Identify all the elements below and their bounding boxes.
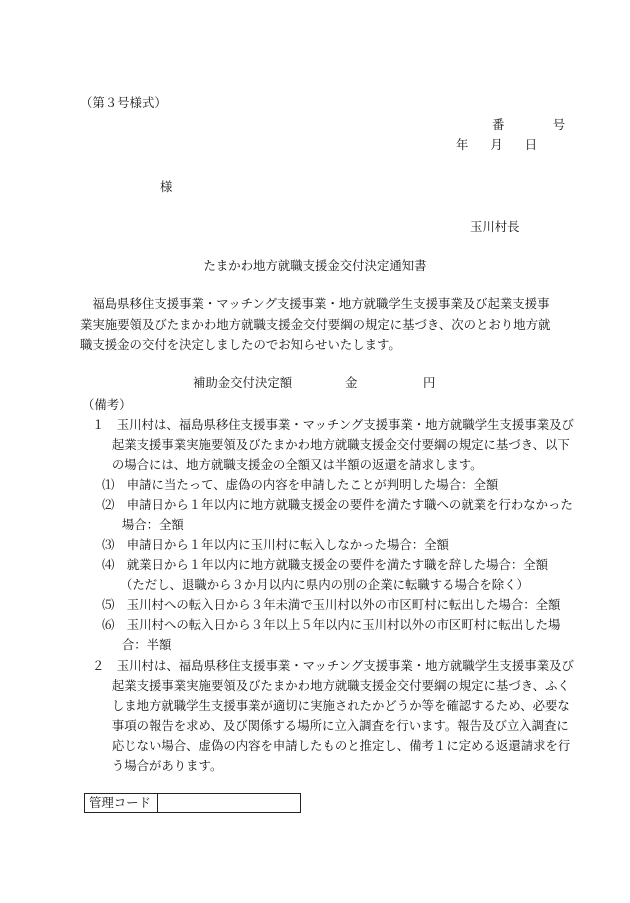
note-1-item-3: ⑶ 申請日から１年以内に玉川村に転入しなかった場合：全額 (102, 537, 449, 552)
date-day: 日 (524, 137, 538, 152)
management-code-label: 管理コード (85, 794, 158, 813)
amount-unit: 円 (423, 375, 436, 390)
amount-label: 補助金交付決定額 (193, 375, 293, 390)
body-paragraph: 福島県移住支援事業・マッチング支援事業・地方就職学生支援事業及び起業支援事業実施要領及びたまかわ地方就職支援金交付要綱の規定に基づき、次のとおり地方就職支援金の交付を決定しましたのでお知らせいたします。 (80, 296, 551, 352)
note-2: ２ 玉川村は、福島県移住支援事業・マッチング支援事業・地方就職学生支援事業及び起業支援事業実施要領及びたまかわ地方就職支援金交付要綱の規定に基づき、ふくしま地方就職学生支援事業が適切に実施されたかどうか等を確認するため、必要な事項の報告を求め、及び関係する場所に立入調査を行います。報告及び立入調査に応じない場合、虚偽の内容を申請したものと推定し、備考１に定める返還請求を行う場合があります。 (92, 658, 574, 773)
note-1-item-6: ⑹ 玉川村への転入日から３年以上５年以内に玉川村以外の市区町村に転出した場合：半額 (102, 617, 561, 652)
issue-date (456, 136, 537, 154)
amount-line (193, 374, 435, 392)
notes-heading: （備考） (82, 397, 132, 412)
note-1-item-4-exception: （ただし、退職から３か月以内に県内の別の企業に転職する場合を除く） (120, 577, 529, 592)
recipient-suffix: 様 (160, 179, 173, 194)
management-code-table (84, 793, 301, 813)
amount-currency: 金 (345, 375, 358, 390)
document-title: たまかわ地方就職支援金交付決定通知書 (203, 258, 427, 273)
issuer: 玉川村長 (470, 219, 520, 234)
form-number: （第３号様式） (80, 95, 167, 110)
note-1-item-1: ⑴ 申請に当たって、虚偽の内容を申請したことが判明した場合：全額 (102, 477, 499, 492)
note-1-item-4: ⑷ 就業日から１年以内に地方就職支援金の要件を満たす職を辞した場合：全額 (102, 557, 549, 572)
note-1-item-2: ⑵ 申請日から１年以内に地方就職支援金の要件を満たす職への就業を行わなかった場合：全額 (102, 497, 573, 532)
document-number-label: 番 号 (492, 117, 584, 132)
date-year: 年 (456, 137, 469, 152)
note-1-item-5: ⑸ 玉川村への転入日から３年未満で玉川村以外の市区町村に転出した場合：全額 (102, 597, 561, 612)
note-1: １ 玉川村は、福島県移住支援事業・マッチング支援事業・地方就職学生支援事業及び起業支援事業実施要領及びたまかわ地方就職支援金交付要綱の規定に基づき、以下の場合には、地方就職支援金の全額又は半額の返還を請求します。 (92, 417, 574, 472)
date-month: 月 (490, 137, 503, 152)
management-code-field[interactable] (158, 794, 301, 813)
